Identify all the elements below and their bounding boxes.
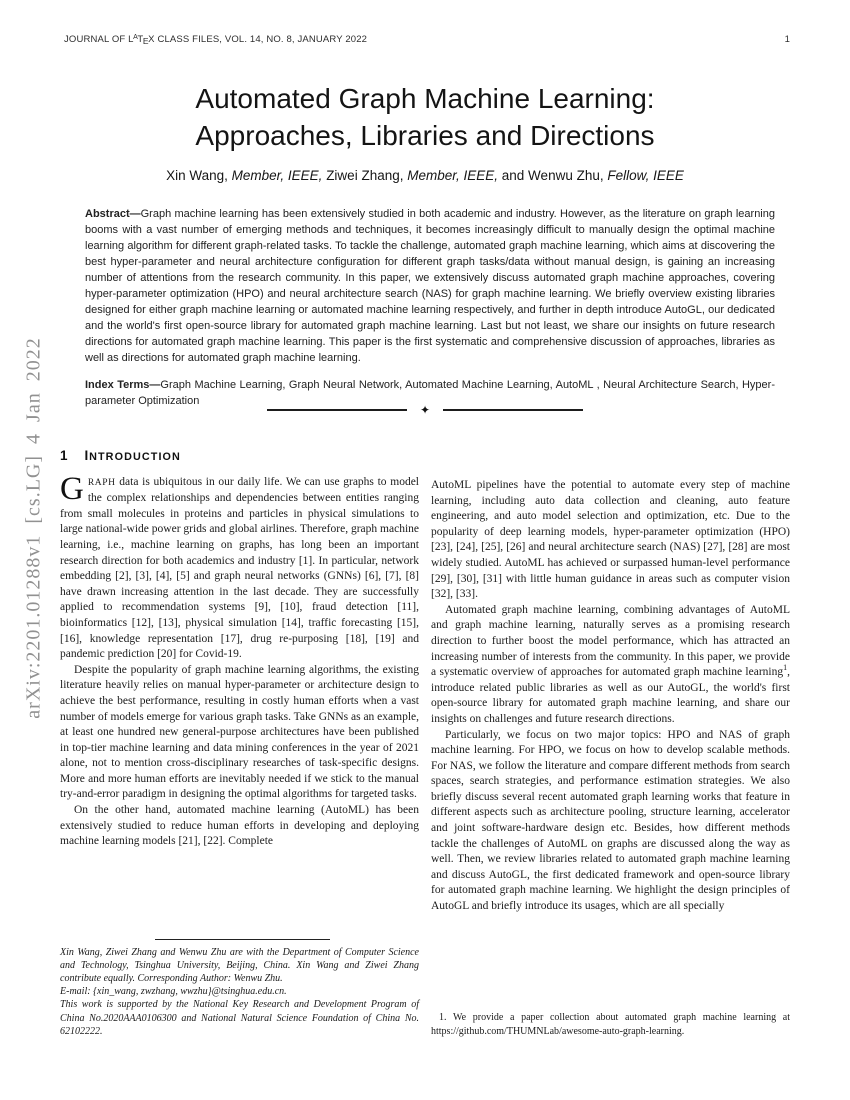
abstract-paragraph — [85, 206, 775, 366]
author-name: and Wenwu Zhu, — [498, 168, 608, 183]
index-terms-label: Index Terms— — [85, 379, 161, 391]
index-terms-text: Graph Machine Learning, Graph Neural Network, Automated Machine Learning, AutoML , Neural Architecture Search, Hyper-parameter Optimization — [85, 379, 775, 407]
author-role: Member, IEEE, — [407, 168, 499, 183]
authors-line — [0, 168, 850, 183]
right-column — [431, 478, 790, 1038]
section-title: INTRODUCTION — [84, 448, 181, 463]
divider-rule-right — [443, 409, 583, 410]
paper-title-line2: Approaches, Libraries and Directions — [195, 120, 655, 151]
funding-line: This work is supported by the National Key Research and Development Program of China No.2020AAA0106300 and National Natural Science Foundation of China No. 62102222. — [60, 999, 419, 1037]
footnote-marker-superscript: 1 — [783, 663, 788, 673]
author-affiliation-footnote — [60, 939, 419, 1038]
footnote-number: 1. — [439, 1012, 453, 1023]
intro-paragraph-6: Particularly, we focus on two major topics: HPO and NAS of graph machine learning. For HPO, we focus on how to develop scalable methods. For NAS, we follow the literature and compare different methods from search spaces, search strategies, and performance estimation strategies. We also briefly discuss several recent automated graph learning works that feature in different aspects such as architecture pooling, structure learning, accelerator and joint software-hardware design etc. Besides, how different methods tackle the challenges of AutoML on graphs are discussed along the way as well. Then, we review libraries related to automated graph machine learning and discuss AutoGL, the first dedicated framework and open-source library for automated graph machine learning. We highlight the design principles of AutoGL and briefly introduce its usages, which are all specially — [431, 728, 790, 913]
footnote-text: We provide a paper collection about automated graph machine learning at — [453, 1012, 790, 1023]
running-header — [64, 34, 790, 46]
email-line: E-mail: {xin_wang, zwzhang, wwzhu}@tsinghua.edu.cn. — [60, 986, 287, 998]
abstract-block — [85, 206, 775, 409]
intro-paragraph-4: AutoML pipelines have the potential to automate every step of machine learning, including auto data collection and cleaning, auto feature engineering, and auto model selection and optimization, etc. Due to the popularity of deep learning models, hyper-parameter optimization (HPO) [23], [24], [25], [26] and neural architecture search (NAS) [27], [28] are most widely studied. AutoML has achieved or surpassed human-level performance [29], [30], [31] with little human guidance in areas such as computer vision [32], [33]. — [431, 479, 790, 601]
github-link[interactable]: https://github.com/THUMNLab/awesome-auto-graph-learning — [431, 1025, 682, 1037]
left-column — [60, 448, 419, 1038]
paragraph-text: , introduce related public libraries as well as our AutoGL, the world's first open-source library for automated graph machine learning, and share our insights on challenges and future research directions. — [431, 666, 790, 725]
affiliation-line: Xin Wang, Ziwei Zhang and Wenwu Zhu are with the Department of Computer Science and Technology, Tsinghua University, Beijing, China. Xin Wang and Ziwei Zhang contribute equally. Corresponding Author: Wenwu Zhu. — [60, 946, 419, 984]
author-role: Member, IEEE, — [231, 168, 323, 183]
paper-title — [0, 80, 850, 154]
section-heading-introduction — [60, 448, 419, 466]
intro-paragraph-5 — [431, 603, 790, 728]
paragraph-text: Automated graph machine learning, combining advantages of AutoML and graph machine learning, naturally serves as a promising research direction to further boost the model performance, which has attracted an increasing number of interests from the community. In this paper, we provide a systematic overview of approaches for automated graph machine learning — [431, 603, 790, 679]
latex-logo: $L^ATEX$ — [128, 34, 155, 46]
paper-title-line1: Automated Graph Machine Learning: — [195, 83, 655, 114]
paragraph-text: data is ubiquitous in our daily life. We can use graphs to model the complex relationships and dependencies between entities ranging from small molecules in proteins and particles in physical simulations to large national-wide power grids and global airlines. Therefore, graph machine learning, i.e., machine learning on graphs, has long been an important research direction for both academics and industry [1]. In particular, network embedding [2], [3], [4], [5] and graph neural networks (GNNs) [6], [7], [8] have drawn increasing attention in the last decade. They are successfully applied to recommendation systems [9], [10], fraud detection [11], bioinformatics [12], [13], physical simulation [14], traffic forecasting [15], [16], knowledge representation [17], drug re-purposing [18], [19] and pandemic prediction [20] for Covid-19. — [60, 475, 419, 661]
footnote-period: . — [681, 1025, 685, 1037]
author-role: Fellow, IEEE — [607, 168, 684, 183]
intro-paragraph-3: On the other hand, automated machine learning (AutoML) has been extensively studied to reduce human efforts in developing and deploying machine learning models [21], [22]. Complete — [60, 804, 419, 848]
abstract-text: Graph machine learning has been extensively studied in both academic and industry. However, as the literature on graph learning booms with a vast number of emerging methods and techniques, it becomes increasingly difficult to manually design the optimal machine learning algorithm for different graph-related tasks. To tackle the challenge, automated graph machine learning, which aims at discovering the best hyper-parameter and neural architecture configuration for different graph tasks/data without manual design, is gaining an increasing number of attentions from the research community. In this paper, we extensively discuss automated graph machine approaches, covering hyper-parameter optimization (HPO) and neural architecture search (NAS) for graph machine learning. We briefly overview existing libraries designed for either graph machine learning or automated machine learning respectively, and further in depth introduce AutoGL, our dedicated and the world's first open-source library for automated graph machine learning. Last but not least, we share our insights on future research directions for automated graph machine learning. This paper is the first systematic and comprehensive discussion of approaches, libraries as well as directions for automated graph machine learning. — [85, 208, 775, 364]
drop-cap: G — [60, 470, 84, 507]
page-number: 1 — [784, 34, 790, 45]
section-number: 1 — [60, 448, 68, 463]
arxiv-watermark: arXiv:2201.01288v1 [cs.LG] 4 Jan 2022 — [22, 337, 45, 719]
intro-paragraph-1 — [60, 470, 419, 663]
paper-collection-footnote — [431, 1011, 790, 1038]
author-name: Xin Wang, — [166, 168, 232, 183]
diamond-ornament-icon: ✦ — [419, 403, 431, 417]
intro-paragraph-2: Despite the popularity of graph machine learning algorithms, the existing literature heavily relies on manual hyper-parameter or architecture design to achieve the best performance, resulting in costly human efforts when a vast number of models emerge for various graph tasks. Take GNNs as an example, at least one hundred new general-purpose architectures have been published in top-tier machine learning and data mining conferences in the year of 2021 alone, not to mention cross-disciplinary researches of task-specific designs. More and more human efforts are inevitably needed if we stick to the manual try-and-error paradigm in designing the optimal algorithms for targeted tasks. — [60, 663, 420, 801]
journal-name: JOURNAL OF $L^ATEX$ CLASS FILES, VOL. 14, NO. 8, JANUARY 2022 — [64, 34, 368, 46]
abstract-label: Abstract— — [85, 208, 141, 220]
section-divider — [0, 404, 850, 416]
divider-rule-left — [267, 409, 407, 410]
author-name: Ziwei Zhang, — [322, 168, 408, 183]
footnote-rule — [155, 939, 330, 940]
small-caps-word: RAPH — [87, 477, 116, 488]
